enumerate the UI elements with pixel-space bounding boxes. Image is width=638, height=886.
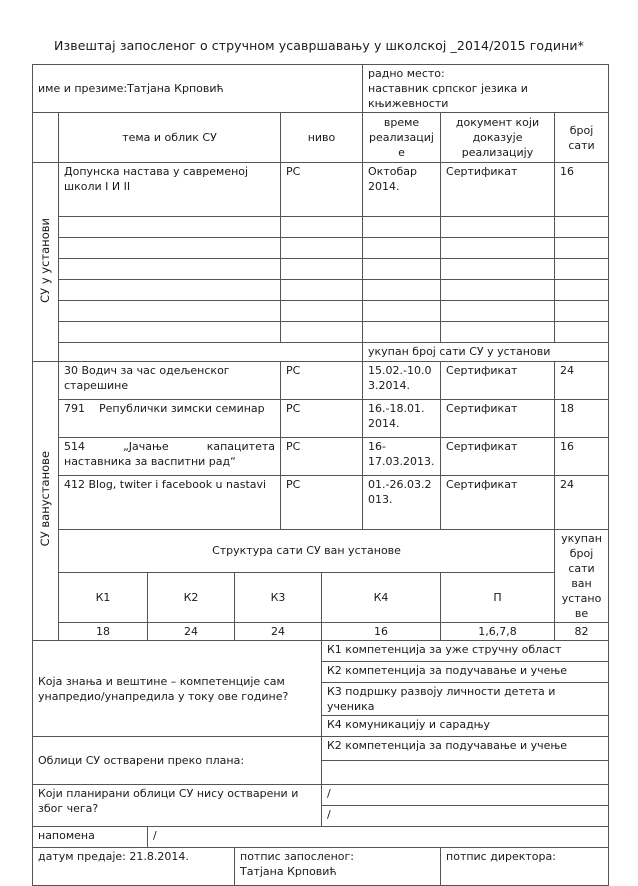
inside-row-topic: Допунска настава у савременој школи I И II	[59, 163, 281, 217]
outside-total-label: укупан број сати ван установе	[555, 530, 609, 623]
employee-signature-label: потпис запосленог:	[240, 850, 354, 863]
outside-row-hours: 18	[555, 400, 609, 438]
outside-row-doc: Сертификат	[441, 438, 555, 476]
outside-row-time: 01.-26.03.2013.	[363, 476, 441, 530]
inside-row-doc: Сертификат	[441, 163, 555, 217]
outside-row-level: РС	[281, 400, 363, 438]
competences-question: Која знања и вештине – компетенције сам унапредио/унапредила у току ове године?	[33, 641, 322, 737]
k-value: 24	[235, 623, 322, 641]
note-value: /	[148, 827, 609, 848]
outside-row-topic: 791 Републички зимски семинар	[59, 400, 281, 438]
header-document: документ који доказује реализацију	[441, 113, 555, 163]
outside-row-doc: Сертификат	[441, 362, 555, 400]
k-value: 1,6,7,8	[441, 623, 555, 641]
outside-section-label: СУ ванустанове	[33, 362, 59, 641]
outside-row-topic: 514 „Јачање капацитета наставника за васпитни рад“	[59, 438, 281, 476]
competence-answer: К3 подршку развоју личности детета и ученика	[322, 683, 609, 716]
outside-total-value: 82	[555, 623, 609, 641]
outside-row-time: 16-17.03.2013.	[363, 438, 441, 476]
outside-row-hours: 24	[555, 476, 609, 530]
k-value: 24	[148, 623, 235, 641]
inside-empty-row	[33, 238, 609, 259]
outside-row-hours: 16	[555, 438, 609, 476]
outside-row-topic: 30 Водич за час одељенског старешине	[59, 362, 281, 400]
k-label: К4	[322, 572, 441, 622]
planned-answer: К2 компетенција за подучавање и учење	[322, 737, 609, 761]
planned-question: Облици СУ остварени преко плана:	[33, 737, 322, 785]
outside-row-topic: 412 Blog, twiter i facebook u nastavi	[59, 476, 281, 530]
inside-empty-row	[33, 259, 609, 280]
inside-total-blank	[59, 343, 363, 362]
unrealized-question: Који планирани облици СУ нису остварени и због чега?	[33, 785, 322, 827]
position-label: радно место:	[368, 67, 445, 80]
employee-signature	[235, 848, 441, 886]
inside-total-label: укупан број сати СУ у установи	[363, 343, 609, 362]
header-level: ниво	[281, 113, 363, 163]
k-label: П	[441, 572, 555, 622]
competence-answer: К2 компетенција за подучавање и учење	[322, 662, 609, 683]
inside-row-time: Октобар 2014.	[363, 163, 441, 217]
outside-row-time: 15.02.-10.03.2014.	[363, 362, 441, 400]
k-label: К2	[148, 572, 235, 622]
planned-empty	[322, 761, 609, 785]
structure-label: Структура сати СУ ван установе	[59, 530, 555, 573]
outside-row-level: РС	[281, 438, 363, 476]
inside-empty-row	[33, 301, 609, 322]
name-label: име и презиме:	[38, 82, 128, 95]
inside-empty-row	[33, 322, 609, 343]
employee-signature-name: Татјана Крповић	[240, 865, 337, 878]
outside-row-hours: 24	[555, 362, 609, 400]
unrealized-answer: /	[322, 806, 609, 827]
k-label: К1	[59, 572, 148, 622]
competence-answer: К1 компетенција за уже стручну област	[322, 641, 609, 662]
name-cell	[33, 65, 363, 113]
inside-empty-row	[33, 217, 609, 238]
inside-empty-row	[33, 280, 609, 301]
director-signature: потпис директора:	[441, 848, 609, 886]
position-cell	[363, 65, 609, 113]
inside-row-hours: 16	[555, 163, 609, 217]
note-label: напомена	[33, 827, 148, 848]
outside-row-time: 16.-18.01. 2014.	[363, 400, 441, 438]
k-value: 18	[59, 623, 148, 641]
position-value: наставник српског језика и књижевности	[368, 82, 528, 110]
report-title: Извештај запосленог о стручном усавршавању у школској _2014/2015 години*	[54, 38, 584, 53]
header-time: време реализације	[363, 113, 441, 163]
outside-row-level: РС	[281, 362, 363, 400]
header-topic: тема и облик СУ	[59, 113, 281, 163]
competence-answer: К4 комуникацију и сарадњу	[322, 716, 609, 737]
inside-section-label: СУ у установи	[33, 163, 59, 362]
inside-row-level: РС	[281, 163, 363, 217]
header-hours: број сати	[555, 113, 609, 163]
k-label: К3	[235, 572, 322, 622]
name-value: Татјана Крповић	[127, 82, 224, 95]
header-empty	[33, 113, 59, 163]
outside-row-doc: Сертификат	[441, 476, 555, 530]
outside-row-level: РС	[281, 476, 363, 530]
submission-date: датум предаје: 21.8.2014.	[33, 848, 235, 886]
unrealized-answer: /	[322, 785, 609, 806]
report-table	[32, 64, 609, 886]
outside-row-doc: Сертификат	[441, 400, 555, 438]
k-value: 16	[322, 623, 441, 641]
